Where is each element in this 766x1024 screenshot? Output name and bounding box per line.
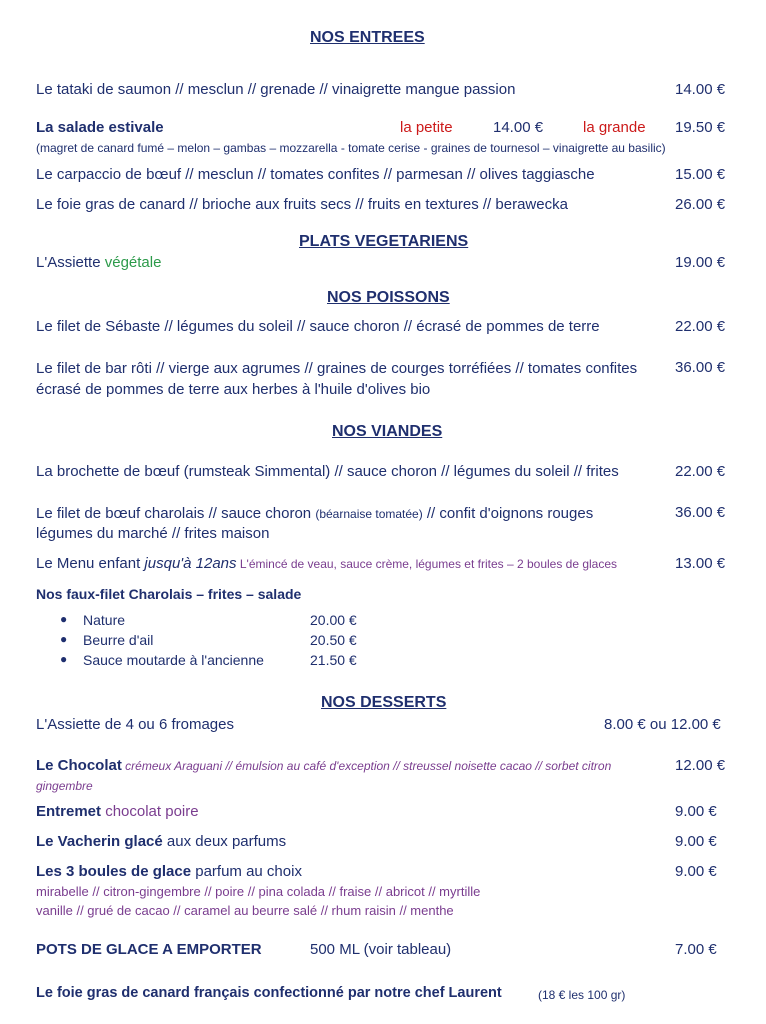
item-bar-line2: écrasé de pommes de terre aux herbes à l'huile d'olives bio (36, 381, 431, 398)
boules-flavors-line2: vanille // grué de cacao // caramel au beurre salé // rhum raisin // menthe (36, 903, 454, 918)
section-title-poissons: NOS POISSONS (327, 289, 450, 306)
item-foiegras-maison: Le foie gras de canard français confectionné par notre chef Laurent (36, 985, 502, 1001)
price-menu-enfant: 13.00 € (675, 555, 726, 572)
fauxfilet-option-price: 20.00 € (310, 612, 357, 628)
price-pots-glace: 7.00 € (675, 941, 717, 958)
item-brochette: La brochette de bœuf (rumsteak Simmental) // sauce choron // légumes du soleil // frites (36, 463, 619, 480)
price-boules: 9.00 € (675, 863, 717, 880)
fauxfilet-option-name: Beurre d'ail (83, 632, 154, 648)
price-bar: 36.00 € (675, 359, 726, 376)
bullet-icon: ● (60, 652, 68, 666)
section-title-desserts: NOS DESSERTS (321, 694, 447, 711)
chocolat-name: Le Chocolat (36, 757, 122, 774)
boules-flavors-line1: mirabelle // citron-gingembre // poire // pina colada // fraise // abricot // myrtille (36, 884, 481, 899)
fauxfilet-option-price: 21.50 € (310, 652, 357, 668)
price-vegetale: 19.00 € (675, 254, 726, 271)
section-title-entrees: NOS ENTREES (310, 29, 425, 46)
entremet-name: Entremet (36, 803, 102, 820)
section-title-vegetariens: PLATS VEGETARIENS (299, 233, 469, 250)
item-fromages: L'Assiette de 4 ou 6 fromages (36, 716, 234, 733)
filet-part2: // confit d'oignons rouges (422, 505, 594, 522)
boules-desc: parfum au choix (191, 863, 302, 880)
foiegras-maison-price-note: (18 € les 100 gr) (538, 988, 626, 1002)
fauxfilet-title: Nos faux-filet Charolais – frites – salade (36, 586, 302, 602)
vacherin-desc: aux deux parfums (162, 833, 287, 850)
price-vacherin: 9.00 € (675, 833, 717, 850)
item-pots-glace: POTS DE GLACE A EMPORTER (36, 941, 262, 958)
vegetale-prefix: L'Assiette (36, 254, 105, 271)
desc-salade: (magret de canard fumé – melon – gambas – mozzarella - tomate cerise - graines de tournesol – vinaigrette au basilic) (36, 141, 666, 155)
price-entremet: 9.00 € (675, 803, 717, 820)
price-carpaccio: 15.00 € (675, 166, 726, 183)
item-vacherin (36, 833, 286, 851)
price-foiegras: 26.00 € (675, 196, 726, 213)
boules-name: Les 3 boules de glace (36, 863, 192, 880)
item-sebaste: Le filet de Sébaste // légumes du soleil // sauce choron // écrasé de pommes de terre (36, 318, 600, 335)
bullet-icon: ● (60, 612, 68, 626)
label-grande: la grande (583, 119, 646, 136)
pots-size: 500 ML (voir tableau) (310, 941, 452, 958)
filet-part1: Le filet de bœuf charolais // sauce choron (36, 505, 316, 522)
chocolat-desc2: gingembre (36, 779, 93, 793)
section-title-viandes: NOS VIANDES (332, 423, 443, 440)
price-fromages: 8.00 € ou 12.00 € (604, 716, 721, 733)
item-salade: La salade estivale (36, 119, 164, 136)
price-tataki: 14.00 € (675, 81, 726, 98)
price-grande: 19.50 € (675, 119, 726, 136)
enfant-label: Le Menu enfant (36, 555, 145, 572)
item-bar-line1: Le filet de bar rôti // vierge aux agrumes // graines de courges torréfiées // tomates confites (36, 360, 638, 377)
fauxfilet-option-name: Nature (83, 612, 126, 628)
price-petite: 14.00 € (493, 119, 544, 136)
enfant-desc: L'émincé de veau, sauce crème, légumes et frites – 2 boules de glaces (236, 557, 618, 571)
item-filet-boeuf (36, 505, 593, 523)
item-vegetale (36, 254, 161, 272)
vegetale-highlight: végétale (104, 254, 162, 271)
fauxfilet-option-price: 20.50 € (310, 632, 357, 648)
price-brochette: 22.00 € (675, 463, 726, 480)
price-sebaste: 22.00 € (675, 318, 726, 335)
item-filet-line2: légumes du marché // frites maison (36, 525, 270, 542)
item-menu-enfant (36, 555, 617, 573)
entremet-desc: chocolat poire (101, 803, 199, 820)
item-tataki: Le tataki de saumon // mesclun // grenade // vinaigrette mangue passion (36, 81, 516, 98)
vacherin-name: Le Vacherin glacé (36, 833, 163, 850)
filet-paren: (béarnaise tomatée) (315, 507, 423, 521)
item-foiegras: Le foie gras de canard // brioche aux fruits secs // fruits en textures // berawecka (36, 196, 568, 213)
item-carpaccio: Le carpaccio de bœuf // mesclun // tomates confites // parmesan // olives taggiasche (36, 166, 595, 183)
price-filet-boeuf: 36.00 € (675, 504, 726, 521)
bullet-icon: ● (60, 632, 68, 646)
item-chocolat (36, 757, 611, 775)
label-petite: la petite (400, 119, 453, 136)
enfant-age: jusqu'à 12ans (144, 555, 237, 572)
price-chocolat: 12.00 € (675, 757, 726, 774)
item-boules (36, 863, 302, 881)
fauxfilet-option-name: Sauce moutarde à l'ancienne (83, 652, 264, 668)
chocolat-desc: crémeux Araguani // émulsion au café d'exception // streussel noisette cacao // sorbet citron (121, 759, 612, 773)
item-entremet (36, 803, 199, 821)
